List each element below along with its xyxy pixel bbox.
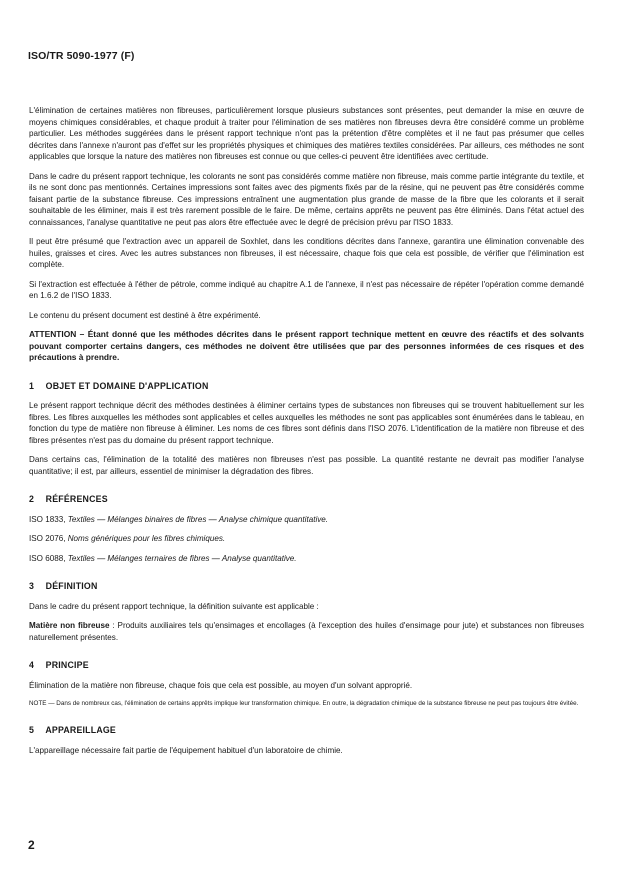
reference-title: Noms génériques pour les fibres chimiques.	[67, 534, 226, 543]
intro-paragraph: Dans le cadre du présent rapport technique, les colorants ne sont pas considérés comme matière non fibreuse, mais comme partie intégrante du textile, et ils ne sont donc pas mentionnés. Certaines impressions sont faites avec des pigments fixés par de la résine, qui ne peuvent pas être considérés comme faisant partie de la substance fibreuse. Ces impressions entraînent une augmentation plus grande de masse de la fibre que les colorants et il serait souhaitable de les éliminer, mais il est très rarement possible de le faire. De même, certains apprêts ne peuvent pas être éliminés. Dans l'état actuel des connaissances, l'analyse quantitative ne peut pas alors être effectuée avec le degré de précision prévu par l'ISO 1833.	[29, 171, 584, 227]
definition-paragraph	[29, 620, 584, 643]
section-heading-1	[29, 381, 584, 393]
section-number: 5	[29, 725, 35, 735]
section-number: 3	[29, 581, 35, 591]
attention-warning: ATTENTION – Étant donné que les méthodes décrites dans le présent rapport technique mettent en œuvre des réactifs et des solvants pouvant comporter certains dangers, ces méthodes ne doivent être utilisées que par des personnes informées de ces risques et des précautions à prendre.	[29, 329, 584, 362]
section-paragraph: Dans le cadre du présent rapport technique, la définition suivante est applicable :	[29, 601, 319, 611]
reference-code: ISO 2076,	[29, 534, 66, 543]
section-paragraph: Dans certains cas, l'élimination de la totalité des matières non fibreuses n'est pas possible. La quantité restante ne devrait pas modifier l'analyse quantitative; il est, par ailleurs, essentiel de minimiser la dégradation des fibres.	[29, 455, 584, 476]
section-title: PRINCIPE	[45, 660, 89, 670]
section-title: OBJET ET DOMAINE D'APPLICATION	[45, 380, 209, 391]
section-number: 2	[29, 494, 35, 504]
section-paragraph: Le présent rapport technique décrit des méthodes destinées à éliminer certains types de substances non fibreuses qui se trouvent habituellement sur les fibres. Les fibres auxquelles les méthodes sont applicables et celles auxquelles les méthodes ne sont pas applicables sont énumérées dans le tableau, en fonction du type de matière non fibreuse à éliminer. Les noms de ces fibres sont définis dans l'ISO 2076. L'identification de la matière non fibreuse et des fibres présentes n'est pas du domaine du présent rapport technique.	[29, 401, 584, 445]
reference-title: Textiles — Mélanges binaires de fibres — Analyse chimique quantitative.	[67, 514, 329, 524]
note-text: NOTE — Dans de nombreux cas, l'élimination de certains apprêts implique leur transformation chimique. En outre, la dégradation chimique de la substance fibreuse ne peut pas toujours être évitée.	[29, 700, 579, 707]
intro-paragraph: L'élimination de certaines matières non fibreuses, particulièrement lorsque plusieurs substances sont présentes, peut demander la mise en œuvre de moyens chimiques considérables, et chaque produit à traiter pour l'élimination de ses matières non fibreuses devra être considéré comme un problème particulier. Les méthodes suggérées dans le présent rapport technique n'ont pas la prétention d'être complètes et il ne faut pas présumer que celles décrites dans l'annexe n'auront pas d'effet sur les propriétés physiques et chimiques des matières textiles considérées. Par ailleurs, ces méthodes ne sont applicables que lorsque la nature des matières non fibreuses est connue ou que celles-ci peuvent être identifiées avec certitude.	[29, 106, 584, 161]
section-heading-3	[29, 581, 584, 593]
definition-term: Matière non fibreuse	[29, 621, 110, 630]
reference-item	[29, 514, 584, 526]
document-id-header: ISO/TR 5090-1977 (F)	[28, 50, 135, 62]
intro-paragraph: Si l'extraction est effectuée à l'éther de pétrole, comme indiqué au chapitre A.1 de l'annexe, il n'est pas nécessaire de répéter l'opération comme demandé en 1.6.2 de l'ISO 1833.	[29, 279, 584, 300]
section-title: DÉFINITION	[45, 581, 98, 591]
reference-code: ISO 1833,	[29, 514, 66, 524]
section-heading-5	[29, 725, 584, 737]
section-heading-4	[29, 660, 584, 672]
section-paragraph: L'appareillage nécessaire fait partie de l'équipement habituel d'un laboratoire de chimie.	[29, 745, 343, 755]
section-title: RÉFÉRENCES	[45, 494, 108, 504]
section-heading-2	[29, 494, 584, 506]
reference-item	[29, 553, 584, 565]
section-title: APPAREILLAGE	[45, 725, 116, 735]
section-paragraph: Élimination de la matière non fibreuse, chaque fois que cela est possible, au moyen d'un solvant approprié.	[29, 680, 413, 690]
page-number: 2	[28, 838, 35, 852]
intro-paragraph: Il peut être présumé que l'extraction avec un appareil de Soxhlet, dans les conditions décrites dans l'annexe, garantira une élimination convenable des huiles, graisses et cires. Avec les autres substances non fibreuses, il est nécessaire, chaque fois que cela est possible, de vérifier que l'élimination est complète.	[29, 237, 584, 269]
reference-title: Textiles — Mélanges ternaires de fibres — Analyse quantitative.	[67, 553, 297, 563]
section-number: 1	[29, 380, 35, 391]
definition-text: : Produits auxiliaires tels qu'ensimages et encollages (à l'exception des huiles d'ensimage pour jute) et substances non fibreuses naturellement présentes.	[29, 621, 584, 642]
reference-item	[29, 533, 584, 545]
reference-code: ISO 6088,	[29, 553, 66, 563]
intro-paragraph: Le contenu du présent document est destiné à être expérimenté.	[29, 310, 261, 320]
section-number: 4	[29, 660, 35, 670]
document-body	[29, 105, 584, 764]
